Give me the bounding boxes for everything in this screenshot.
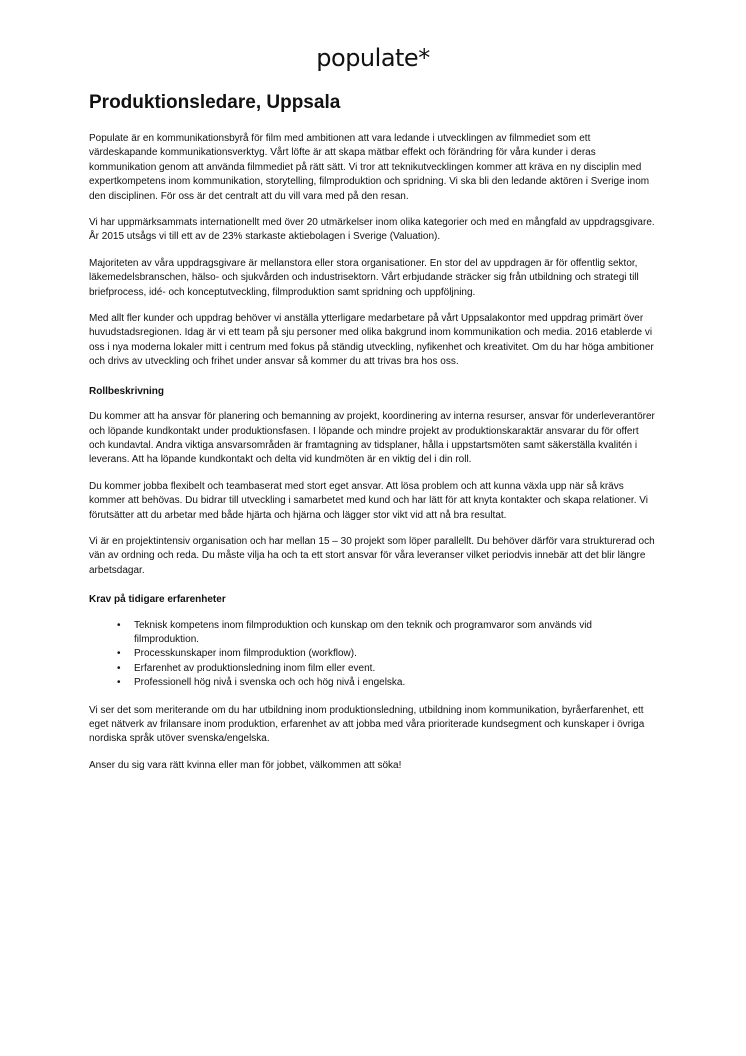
list-item	[117, 619, 655, 648]
role-heading: Rollbeskrivning	[89, 385, 165, 397]
intro-paragraph: Populate är en kommunikationsbyrå för film med ambitionen att vara ledande i utvecklingen av filmmediet som ett värdeskapande kommunikationsverktyg. Vårt löfte är att skapa mätbar effekt och förändring för våra kunder i deras kommunikation genom att använda filmmediet på rätt sätt. Vi tror att teknikutvecklingen kommer att kräva en ny disciplin med expertkompetens inom kommunikation, storytelling, filmproduktion och spridning. Vi ska bli den ledande aktören i Sverige inom den disciplinen. För oss är det centralt att du vill vara med på den resan.	[89, 133, 650, 202]
bullet-icon: •	[117, 677, 121, 689]
intro-paragraph: Vi har uppmärksammats internationellt med över 20 utmärkelser inom olika kategorier och med en mångfald av uppdragsgivare. År 2015 utsågs vi till ett av de 23% starkaste aktiebolagen i Sverige (Valuation).	[89, 217, 655, 243]
list-item-text: Processkunskaper inom filmproduktion (workflow).	[134, 648, 357, 660]
bullet-icon: •	[117, 648, 121, 660]
list-item	[117, 676, 655, 690]
role-paragraph: Vi är en projektintensiv organisation och har mellan 15 – 30 projekt som löper parallellt. Du behöver därför vara strukturerad och vän av ordning och reda. Du måste vilja ha och ta ett stort ansvar för våra leveranser vilket periodvis innebär att det blir längre arbetsdagar.	[89, 535, 655, 576]
intro-paragraph: Med allt fler kunder och uppdrag behöver vi anställa ytterligare medarbetare på vårt Uppsalakontor med uppdrag primärt över huvudstadsregionen. Idag är vi ett team på sju personer med olika bakgrund inom kommunikation och media. 2016 etablerde vi oss i nya moderna lokaler mitt i centrum med fokus på ständig utveckling, nyfikenhet och kreativitet. Om du har höga ambitioner och drivs av utveckling och frihet under ansvar så kommer du att trivas bra hos oss.	[89, 313, 654, 368]
requirements-heading: Krav på tidigare erfarenheter	[89, 594, 226, 606]
bullet-icon: •	[117, 619, 121, 631]
role-paragraph: Du kommer att ha ansvar för planering och bemanning av projekt, koordinering av interna resurser, ansvar för underleverantörer och löpande kundkontakt under produktionsfasen. I löpande och mindre projekt av produktionskaraktär ansvarar du för offert och kundavtal. Andra viktiga ansvarsområden är framtagning av tidsplaner, hålla i uppstartsmöten samt säkerställa kvalitén i leverans. Att ha löpande kundkontakt och delta vid kundmöten är en viktig del i din roll.	[89, 411, 655, 466]
list-item-text: Teknisk kompetens inom filmproduktion och kunskap om den teknik och programvaror som används vid filmproduktion.	[134, 619, 592, 645]
page-title: Produktionsledare, Uppsala	[89, 92, 341, 113]
company-logo: populate*	[316, 44, 430, 72]
list-item	[117, 662, 655, 676]
list-item	[117, 647, 655, 661]
list-item-text: Professionell hög nivå i svenska och och hög nivå i engelska.	[134, 677, 406, 689]
closing-paragraph: Anser du sig vara rätt kvinna eller man för jobbet, välkommen att söka!	[89, 759, 402, 771]
role-paragraph: Du kommer jobba flexibelt och teambaserat med stort eget ansvar. Att lösa problem och att kunna växla upp när så krävs kommer att behövas. Du bidrar till utveckling i samarbetet med kund och har lätt för att knyta kontakter och skapa relationer. Vi förutsätter att du arbetar med både hjärta och hjärna och lägger stor vikt vid att nå bra resultat.	[89, 480, 648, 521]
document-body	[89, 92, 655, 785]
list-item-text: Erfarenhet av produktionsledning inom film eller event.	[134, 662, 376, 674]
intro-paragraph: Majoriteten av våra uppdragsgivare är mellanstora eller stora organisationer. En stor del av uppdragen är för offentlig sektor, läkemedelsbranschen, hälso- och sjukvården och industrisektorn. Vårt erbjudande sträcker sig från utbildning och strategi till briefprocess, idé- och konceptutveckling, filmproduktion samt spridning och uppföljning.	[89, 257, 639, 298]
requirements-list	[89, 619, 655, 691]
bullet-icon: •	[117, 662, 121, 674]
merit-paragraph: Vi ser det som meriterande om du har utbildning inom produktionsledning, utbildning inom kommunikation, byråerfarenhet, ett eget nätverk av frilansare inom produktion, erfarenhet av att jobba med våra prioriterade kundsegment och kunskaper i övriga nordiska språk utöver svenska/engelska.	[89, 704, 645, 745]
